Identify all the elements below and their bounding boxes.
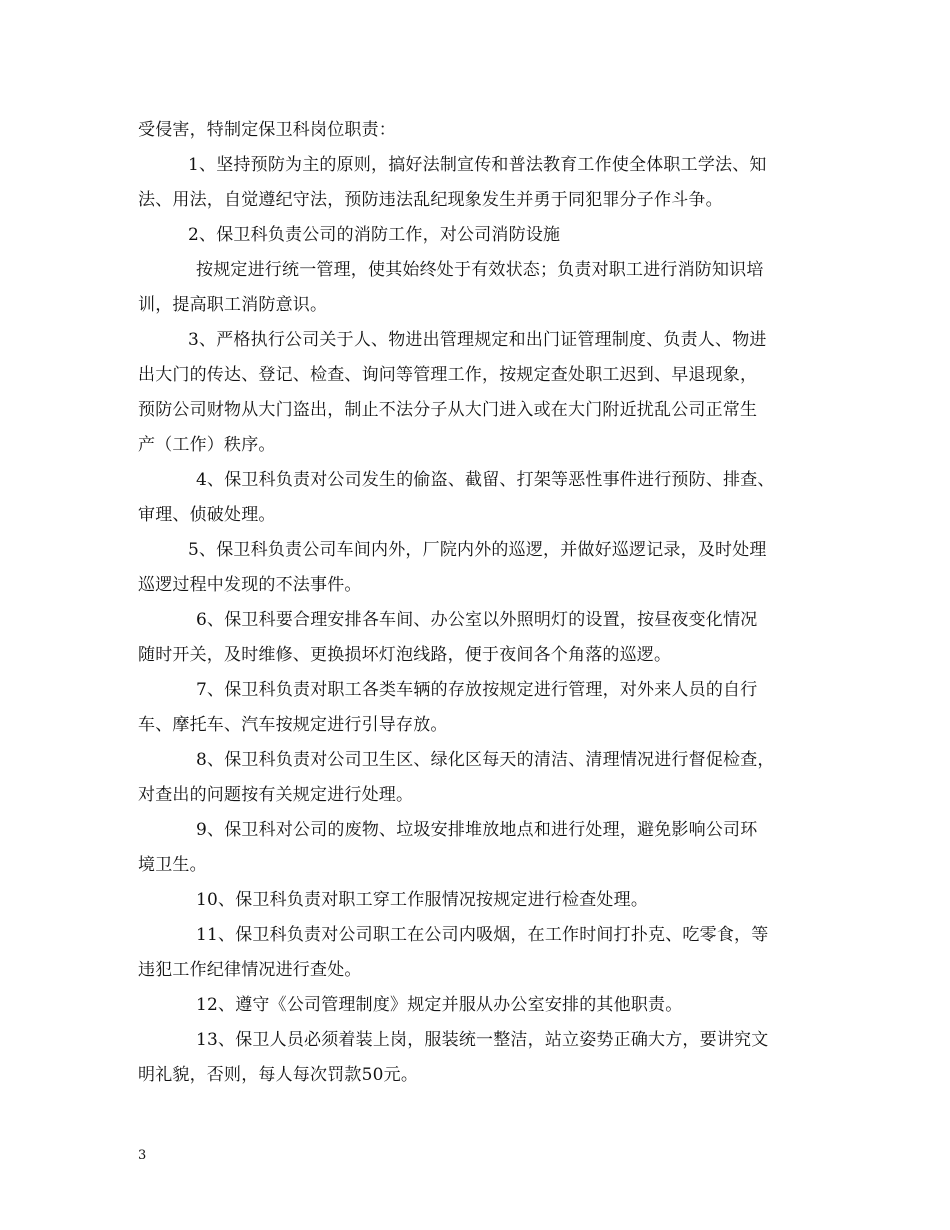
text-line: 违犯工作纪律情况进行查处。 xyxy=(138,960,362,980)
text-line: 6、保卫科要合理安排各车间、办公室以外照明灯的设置，按昼夜变化情况 xyxy=(196,610,758,630)
text-line: 巡逻过程中发现的不法事件。 xyxy=(138,575,362,595)
text-line: 境卫生。 xyxy=(138,855,207,875)
text-line: 出大门的传达、登记、检查、询问等管理工作，按规定查处职工迟到、早退现象， xyxy=(138,365,758,385)
text-line: 训，提高职工消防意识。 xyxy=(138,295,328,315)
text-line: 产（工作）秩序。 xyxy=(138,435,276,455)
text-line: 10、保卫科负责对职工穿工作服情况按规定进行检查处理。 xyxy=(196,890,649,910)
text-line: 预防公司财物从大门盗出，制止不法分子从大门进入或在大门附近扰乱公司正常生 xyxy=(138,400,758,420)
page-number: 3 xyxy=(138,1148,147,1163)
text-line: 9、保卫科对公司的废物、垃圾安排堆放地点和进行处理，避免影响公司环 xyxy=(196,820,758,840)
text-line: 12、遵守《公司管理制度》规定并服从办公室安排的其他职责。 xyxy=(196,995,683,1015)
text-line: 3、严格执行公司关于人、物进出管理规定和出门证管理制度、负责人、物进 xyxy=(188,330,767,350)
text-line: 2、保卫科负责公司的消防工作，对公司消防设施 xyxy=(188,225,561,245)
text-line: 11、保卫科负责对公司职工在公司内吸烟，在工作时间打扑克、吃零食，等 xyxy=(196,925,769,945)
text-line: 4、保卫科负责对公司发生的偷盗、截留、打架等恶性事件进行预防、排查、 xyxy=(196,470,775,490)
text-line: 审理、侦破处理。 xyxy=(138,505,276,525)
text-line: 随时开关，及时维修、更换损坏灯泡线路，便于夜间各个角落的巡逻。 xyxy=(138,645,672,665)
text-line: 7、保卫科负责对职工各类车辆的存放按规定进行管理，对外来人员的自行 xyxy=(196,680,758,700)
text-line: 按规定进行统一管理，使其始终处于有效状态；负责对职工进行消防知识培 xyxy=(196,260,764,280)
text-line: 受侵害，特制定保卫科岗位职责： xyxy=(138,120,396,140)
text-line: 1、坚持预防为主的原则，搞好法制宣传和普法教育工作使全体职工学法、知 xyxy=(188,155,767,175)
text-line: 对查出的问题按有关规定进行处理。 xyxy=(138,785,414,805)
text-line: 8、保卫科负责对公司卫生区、绿化区每天的清洁、清理情况进行督促检查， xyxy=(196,750,775,770)
text-line: 明礼貌，否则，每人每次罚款50元。 xyxy=(138,1065,419,1085)
text-line: 5、保卫科负责公司车间内外，厂院内外的巡逻，并做好巡逻记录，及时处理 xyxy=(188,540,767,560)
text-line: 13、保卫人员必须着装上岗，服装统一整洁，站立姿势正确大方，要讲究文 xyxy=(196,1030,769,1050)
text-line: 车、摩托车、汽车按规定进行引导存放。 xyxy=(138,715,448,735)
text-line: 法、用法，自觉遵纪守法，预防违法乱纪现象发生并勇于同犯罪分子作斗争。 xyxy=(138,190,723,210)
